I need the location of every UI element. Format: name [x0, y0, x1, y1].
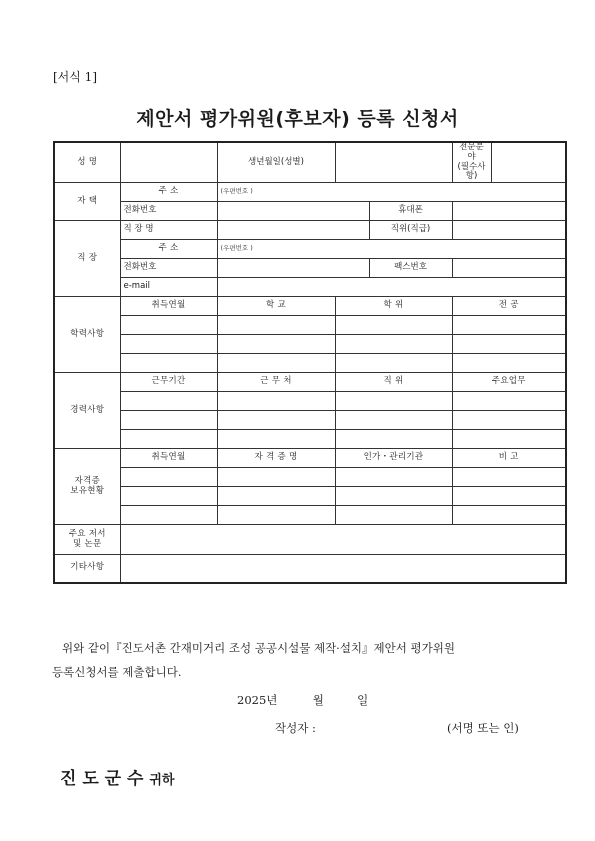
certificate-header: 취득연월 — [120, 449, 217, 468]
education-cell[interactable] — [120, 335, 217, 354]
education-row — [54, 354, 566, 373]
certificates-section-label: 자격증 보유현황 — [54, 449, 120, 525]
career-header: 근무기간 — [120, 373, 217, 392]
certificate-cell[interactable] — [452, 468, 566, 487]
career-cell[interactable] — [120, 392, 217, 411]
statement-line-1: 위와 같이『진도서촌 간재미거리 조성 공공시설물 제작·설치』제안서 평가위원 — [62, 641, 455, 655]
workplace-label: 직 장 명 — [120, 221, 217, 240]
other-label: 기타사항 — [54, 555, 120, 583]
education-cell[interactable] — [217, 335, 335, 354]
date-year: 2025년 — [237, 693, 278, 707]
education-cell[interactable] — [335, 354, 452, 373]
home-address-label: 주 소 — [120, 183, 217, 202]
certificate-header: 비 고 — [452, 449, 566, 468]
career-cell[interactable] — [335, 411, 452, 430]
certificate-header: 자 격 증 명 — [217, 449, 335, 468]
mobile-field[interactable] — [452, 202, 566, 221]
career-cell[interactable] — [335, 392, 452, 411]
statement-line-2: 등록신청서를 제출합니다. — [52, 665, 182, 679]
education-row — [54, 316, 566, 335]
education-header: 전 공 — [452, 297, 566, 316]
registration-form-table — [53, 141, 567, 584]
home-postal-hint: (우편번호 ) — [220, 187, 253, 196]
certificate-cell[interactable] — [452, 487, 566, 506]
certificate-row — [54, 506, 566, 525]
signature-label: (서명 또는 인) — [447, 721, 519, 735]
education-header: 학 위 — [335, 297, 452, 316]
education-section-label: 학력사항 — [54, 297, 120, 373]
work-address-label: 주 소 — [120, 240, 217, 259]
education-cell[interactable] — [120, 354, 217, 373]
birth-label: 생년월일(성별) — [217, 142, 335, 183]
career-row — [54, 430, 566, 449]
home-phone-field[interactable] — [217, 202, 369, 221]
certificate-cell[interactable] — [217, 487, 335, 506]
career-header: 근 무 처 — [217, 373, 335, 392]
education-row — [54, 335, 566, 354]
career-cell[interactable] — [452, 392, 566, 411]
career-cell[interactable] — [217, 392, 335, 411]
certificate-cell[interactable] — [335, 487, 452, 506]
name-field[interactable] — [120, 142, 217, 183]
writer-label: 작성자 : — [275, 721, 316, 735]
name-label: 성 명 — [54, 142, 120, 183]
email-field[interactable] — [217, 278, 566, 297]
career-cell[interactable] — [217, 430, 335, 449]
career-cell[interactable] — [452, 411, 566, 430]
education-cell[interactable] — [217, 316, 335, 335]
certificate-cell[interactable] — [120, 468, 217, 487]
certificate-cell[interactable] — [120, 506, 217, 525]
education-cell[interactable] — [335, 316, 452, 335]
addressee — [60, 764, 175, 789]
certificate-header: 인가・관리기관 — [335, 449, 452, 468]
addressee-suffix: 귀하 — [149, 773, 175, 788]
certificate-cell[interactable] — [452, 506, 566, 525]
date-line — [237, 692, 368, 708]
specialty-field[interactable] — [491, 142, 566, 183]
career-cell[interactable] — [120, 411, 217, 430]
career-header: 주요업무 — [452, 373, 566, 392]
publications-field[interactable] — [120, 525, 566, 555]
fax-label: 팩스번호 — [369, 259, 452, 278]
certificate-cell[interactable] — [335, 506, 452, 525]
birth-field[interactable] — [335, 142, 452, 183]
certificate-cell[interactable] — [120, 487, 217, 506]
date-month: 월 — [312, 693, 324, 707]
home-address-field[interactable] — [217, 183, 566, 202]
addressee-main: 진 도 군 수 — [60, 769, 144, 789]
work-phone-field[interactable] — [217, 259, 369, 278]
education-cell[interactable] — [120, 316, 217, 335]
education-cell[interactable] — [452, 354, 566, 373]
career-cell[interactable] — [335, 430, 452, 449]
work-phone-label: 전화번호 — [120, 259, 217, 278]
career-cell[interactable] — [120, 430, 217, 449]
certificate-cell[interactable] — [217, 506, 335, 525]
certificate-cell[interactable] — [335, 468, 452, 487]
career-header: 직 위 — [335, 373, 452, 392]
position-label: 직위(직급) — [369, 221, 452, 240]
home-section-label: 자 택 — [54, 183, 120, 221]
date-day: 일 — [357, 693, 369, 707]
workplace-field[interactable] — [217, 221, 369, 240]
career-row — [54, 411, 566, 430]
career-cell[interactable] — [452, 430, 566, 449]
position-field[interactable] — [452, 221, 566, 240]
work-address-field[interactable] — [217, 240, 566, 259]
work-section-label: 직 장 — [54, 221, 120, 297]
email-label: e-mail — [120, 278, 217, 297]
certificate-cell[interactable] — [217, 468, 335, 487]
work-postal-hint: (우편번호 ) — [220, 244, 253, 253]
page-title: 제안서 평가위원(후보자) 등록 신청서 — [136, 108, 459, 130]
mobile-label: 휴대폰 — [369, 202, 452, 221]
education-header: 학 교 — [217, 297, 335, 316]
education-cell[interactable] — [452, 335, 566, 354]
certificate-row — [54, 468, 566, 487]
career-section-label: 경력사항 — [54, 373, 120, 449]
education-cell[interactable] — [452, 316, 566, 335]
career-cell[interactable] — [217, 411, 335, 430]
form-number-label: [서식 1] — [53, 70, 97, 84]
home-phone-label: 전화번호 — [120, 202, 217, 221]
specialty-label: 전문분야 (필수사항) — [452, 142, 491, 183]
other-field[interactable] — [120, 555, 566, 583]
career-row — [54, 392, 566, 411]
education-header: 취득연월 — [120, 297, 217, 316]
publications-label: 주요 저서 및 논문 — [54, 525, 120, 555]
education-cell[interactable] — [335, 335, 452, 354]
statement-text — [52, 636, 556, 684]
education-cell[interactable] — [217, 354, 335, 373]
fax-field[interactable] — [452, 259, 566, 278]
certificate-row — [54, 487, 566, 506]
